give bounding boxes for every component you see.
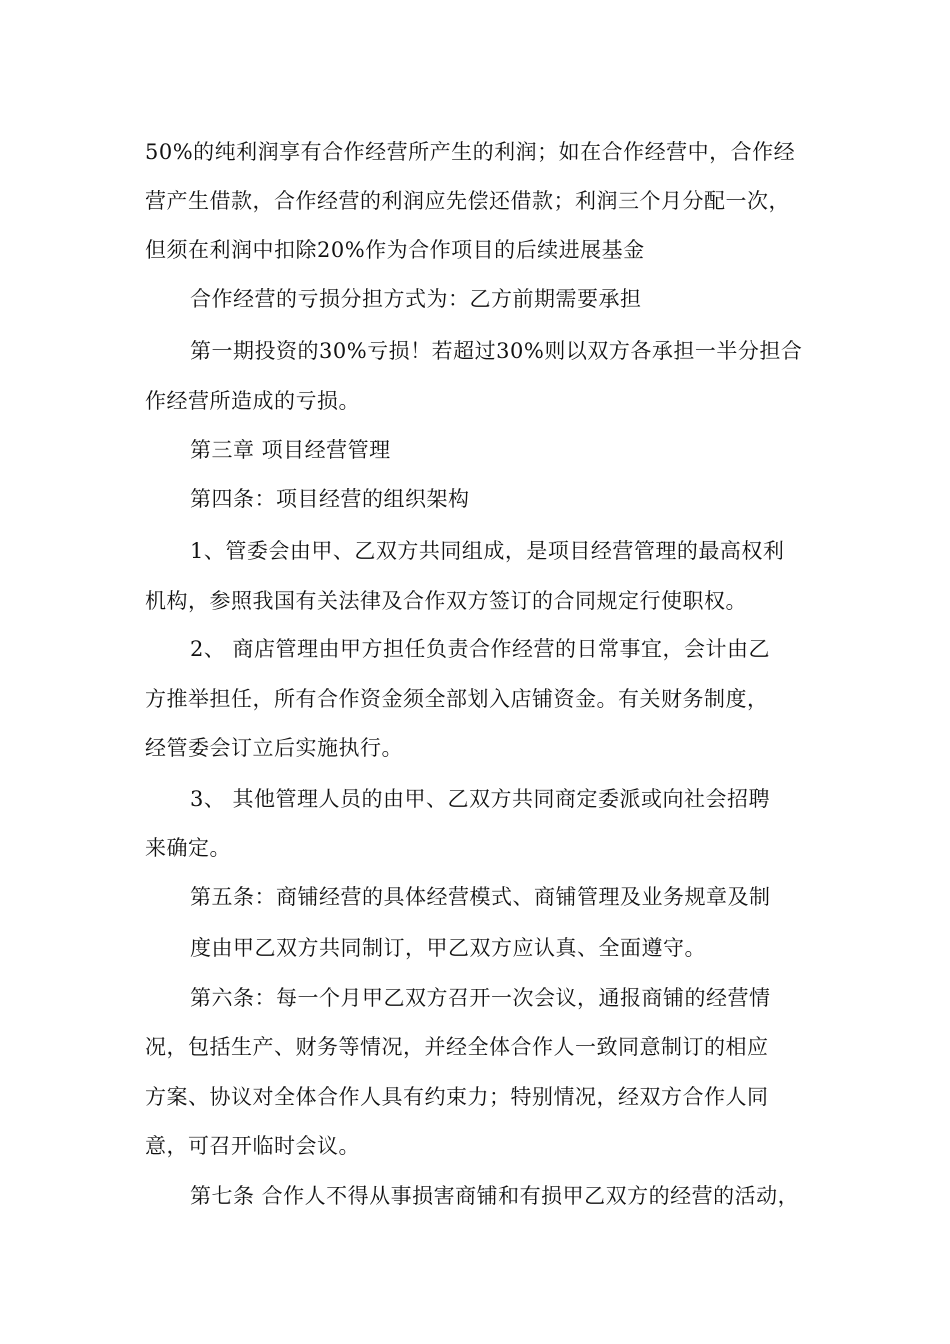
text-line: 况，包括生产、财务等情况，并经全体合作人一致同意制订的相应: [145, 1035, 769, 1059]
chapter-heading: 第三章 项目经营管理: [190, 438, 391, 462]
text-line: 经管委会订立后实施执行。: [145, 736, 403, 760]
text-line: 营产生借款，合作经营的利润应先偿还借款；利润三个月分配一次，: [145, 189, 790, 213]
text-line: 第六条：每一个月甲乙双方召开一次会议，通报商铺的经营情: [190, 986, 771, 1010]
text-line: 但须在利润中扣除20%作为合作项目的后续进展基金: [145, 238, 645, 262]
text-line: 1、管委会由甲、乙双方共同组成，是项目经营管理的最高权利: [190, 539, 785, 563]
text-line: 度由甲乙双方共同制订，甲乙双方应认真、全面遵守。: [190, 936, 706, 960]
text-line: 方推举担任，所有合作资金须全部划入店铺资金。有关财务制度，: [145, 687, 769, 711]
text-line: 意，可召开临时会议。: [145, 1134, 360, 1158]
text-line: 第五条：商铺经营的具体经营模式、商铺管理及业务规章及制: [190, 885, 771, 909]
text-line: 方案、协议对全体合作人具有约束力；特别情况，经双方合作人同: [145, 1085, 769, 1109]
text-line: 50%的纯利润享有合作经营所产生的利润；如在合作经营中，合作经: [145, 140, 796, 164]
text-line: 合作经营的亏损分担方式为：乙方前期需要承担: [190, 287, 642, 311]
text-line: 来确定。: [145, 836, 231, 860]
text-line: 第一期投资的30%亏损！若超过30%则以双方各承担一半分担合: [190, 339, 803, 363]
text-line: 机构，参照我国有关法律及合作双方签订的合同规定行使职权。: [145, 589, 747, 613]
text-line: 2、 商店管理由甲方担任负责合作经营的日常事宜，会计由乙: [190, 637, 771, 661]
text-line: 作经营所造成的亏损。: [145, 389, 360, 413]
article-heading: 第四条：项目经营的组织架构: [190, 487, 470, 511]
text-line: 第七条 合作人不得从事损害商铺和有损甲乙双方的经营的活动，: [190, 1184, 800, 1208]
text-line: 3、 其他管理人员的由甲、乙双方共同商定委派或向社会招聘: [190, 787, 771, 811]
